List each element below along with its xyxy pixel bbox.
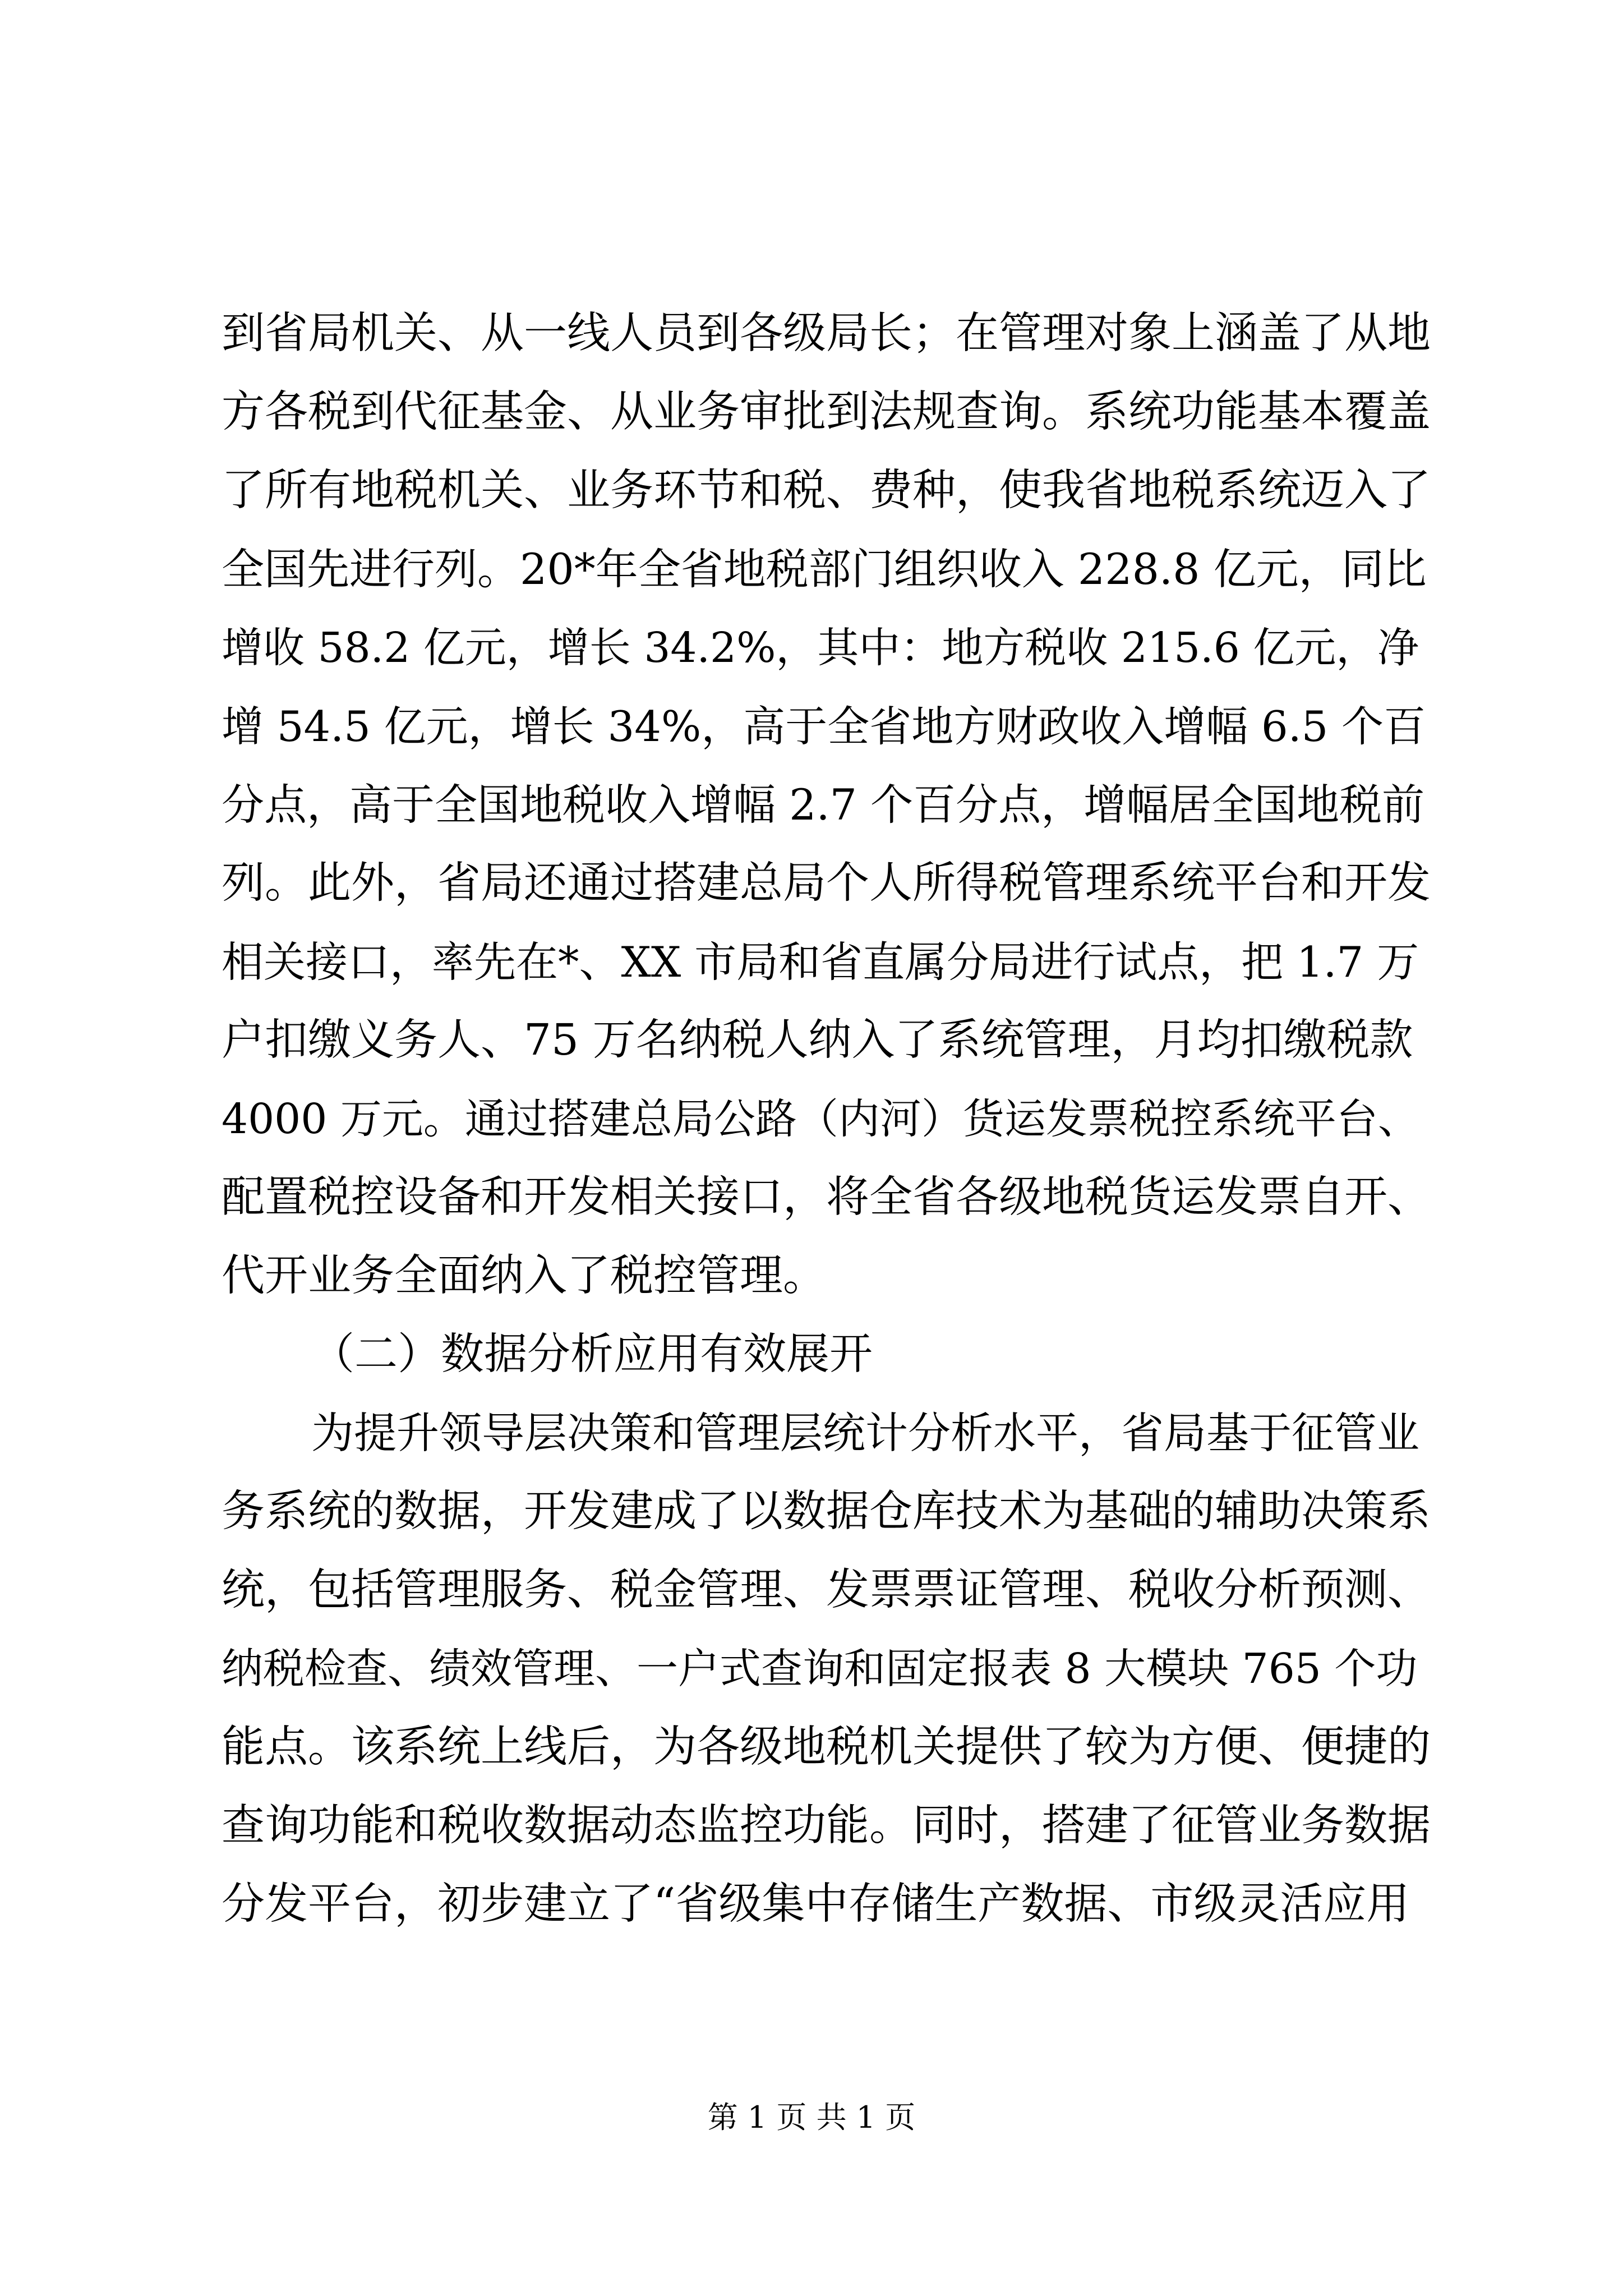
body-line-2: 方各税到代征基金、从业务审批到法规查询。系统功能基本覆盖	[222, 387, 1431, 437]
body-line-5: 增收 58.2 亿元，增长 34.2%，其中：地方税收 215.6 亿元，净	[222, 624, 1419, 672]
body-line-4: 全国先进行列。20*年全省地税部门组织收入 228.8 亿元，同比	[222, 544, 1427, 594]
body-line-21: 分发平台，初步建立了“省级集中存储生产数据、市级灵活应用	[222, 1879, 1410, 1929]
section-heading: （二）数据分析应用有效展开	[311, 1329, 873, 1379]
body-line-12: 配置税控设备和开发相关接口，将全省各级地税货运发票自开、	[222, 1172, 1431, 1222]
body-line-18: 纳税检查、绩效管理、一户式查询和固定报表 8 大模块 765 个功	[222, 1645, 1418, 1693]
body-line-19: 能点。该系统上线后，为各级地税机关提供了较为方便、便捷的	[222, 1722, 1431, 1772]
body-line-15: 为提升领导层决策和管理层统计分析水平，省局基于征管业	[311, 1408, 1419, 1458]
body-line-17: 统，包括管理服务、税金管理、发票票证管理、税收分析预测、	[222, 1565, 1431, 1615]
body-line-13: 代开业务全面纳入了税控管理。	[222, 1251, 826, 1301]
body-line-7: 分点，高于全国地税收入增幅 2.7 个百分点，增幅居全国地税前	[222, 780, 1425, 830]
body-line-1: 到省局机关、从一线人员到各级局长；在管理对象上涵盖了从地	[222, 309, 1431, 358]
body-line-3: 了所有地税机关、业务环节和税、费种，使我省地税系统迈入了	[222, 466, 1431, 516]
body-line-10: 户扣缴义务人、75 万名纳税人纳入了系统管理，月均扣缴税款	[222, 1015, 1413, 1065]
body-line-16: 务系统的数据，开发建成了以数据仓库技术为基础的辅助决策系	[222, 1487, 1431, 1536]
body-line-8: 列。此外，省局还通过搭建总局个人所得税管理系统平台和开发	[222, 858, 1431, 908]
body-line-11: 4000 万元。通过搭建总局公路（内河）货运发票税控系统平台、	[222, 1095, 1419, 1143]
body-line-9: 相关接口，率先在*、XX 市局和省直属分局进行试点，把 1.7 万	[222, 937, 1419, 987]
body-line-6: 增 54.5 亿元，增长 34%，高于全省地方财政收入增幅 6.5 个百	[222, 702, 1426, 751]
body-line-20: 查询功能和税收数据动态监控功能。同时，搭建了征管业务数据	[222, 1801, 1431, 1851]
page-number-footer: 第 1 页 共 1 页	[707, 2100, 916, 2135]
